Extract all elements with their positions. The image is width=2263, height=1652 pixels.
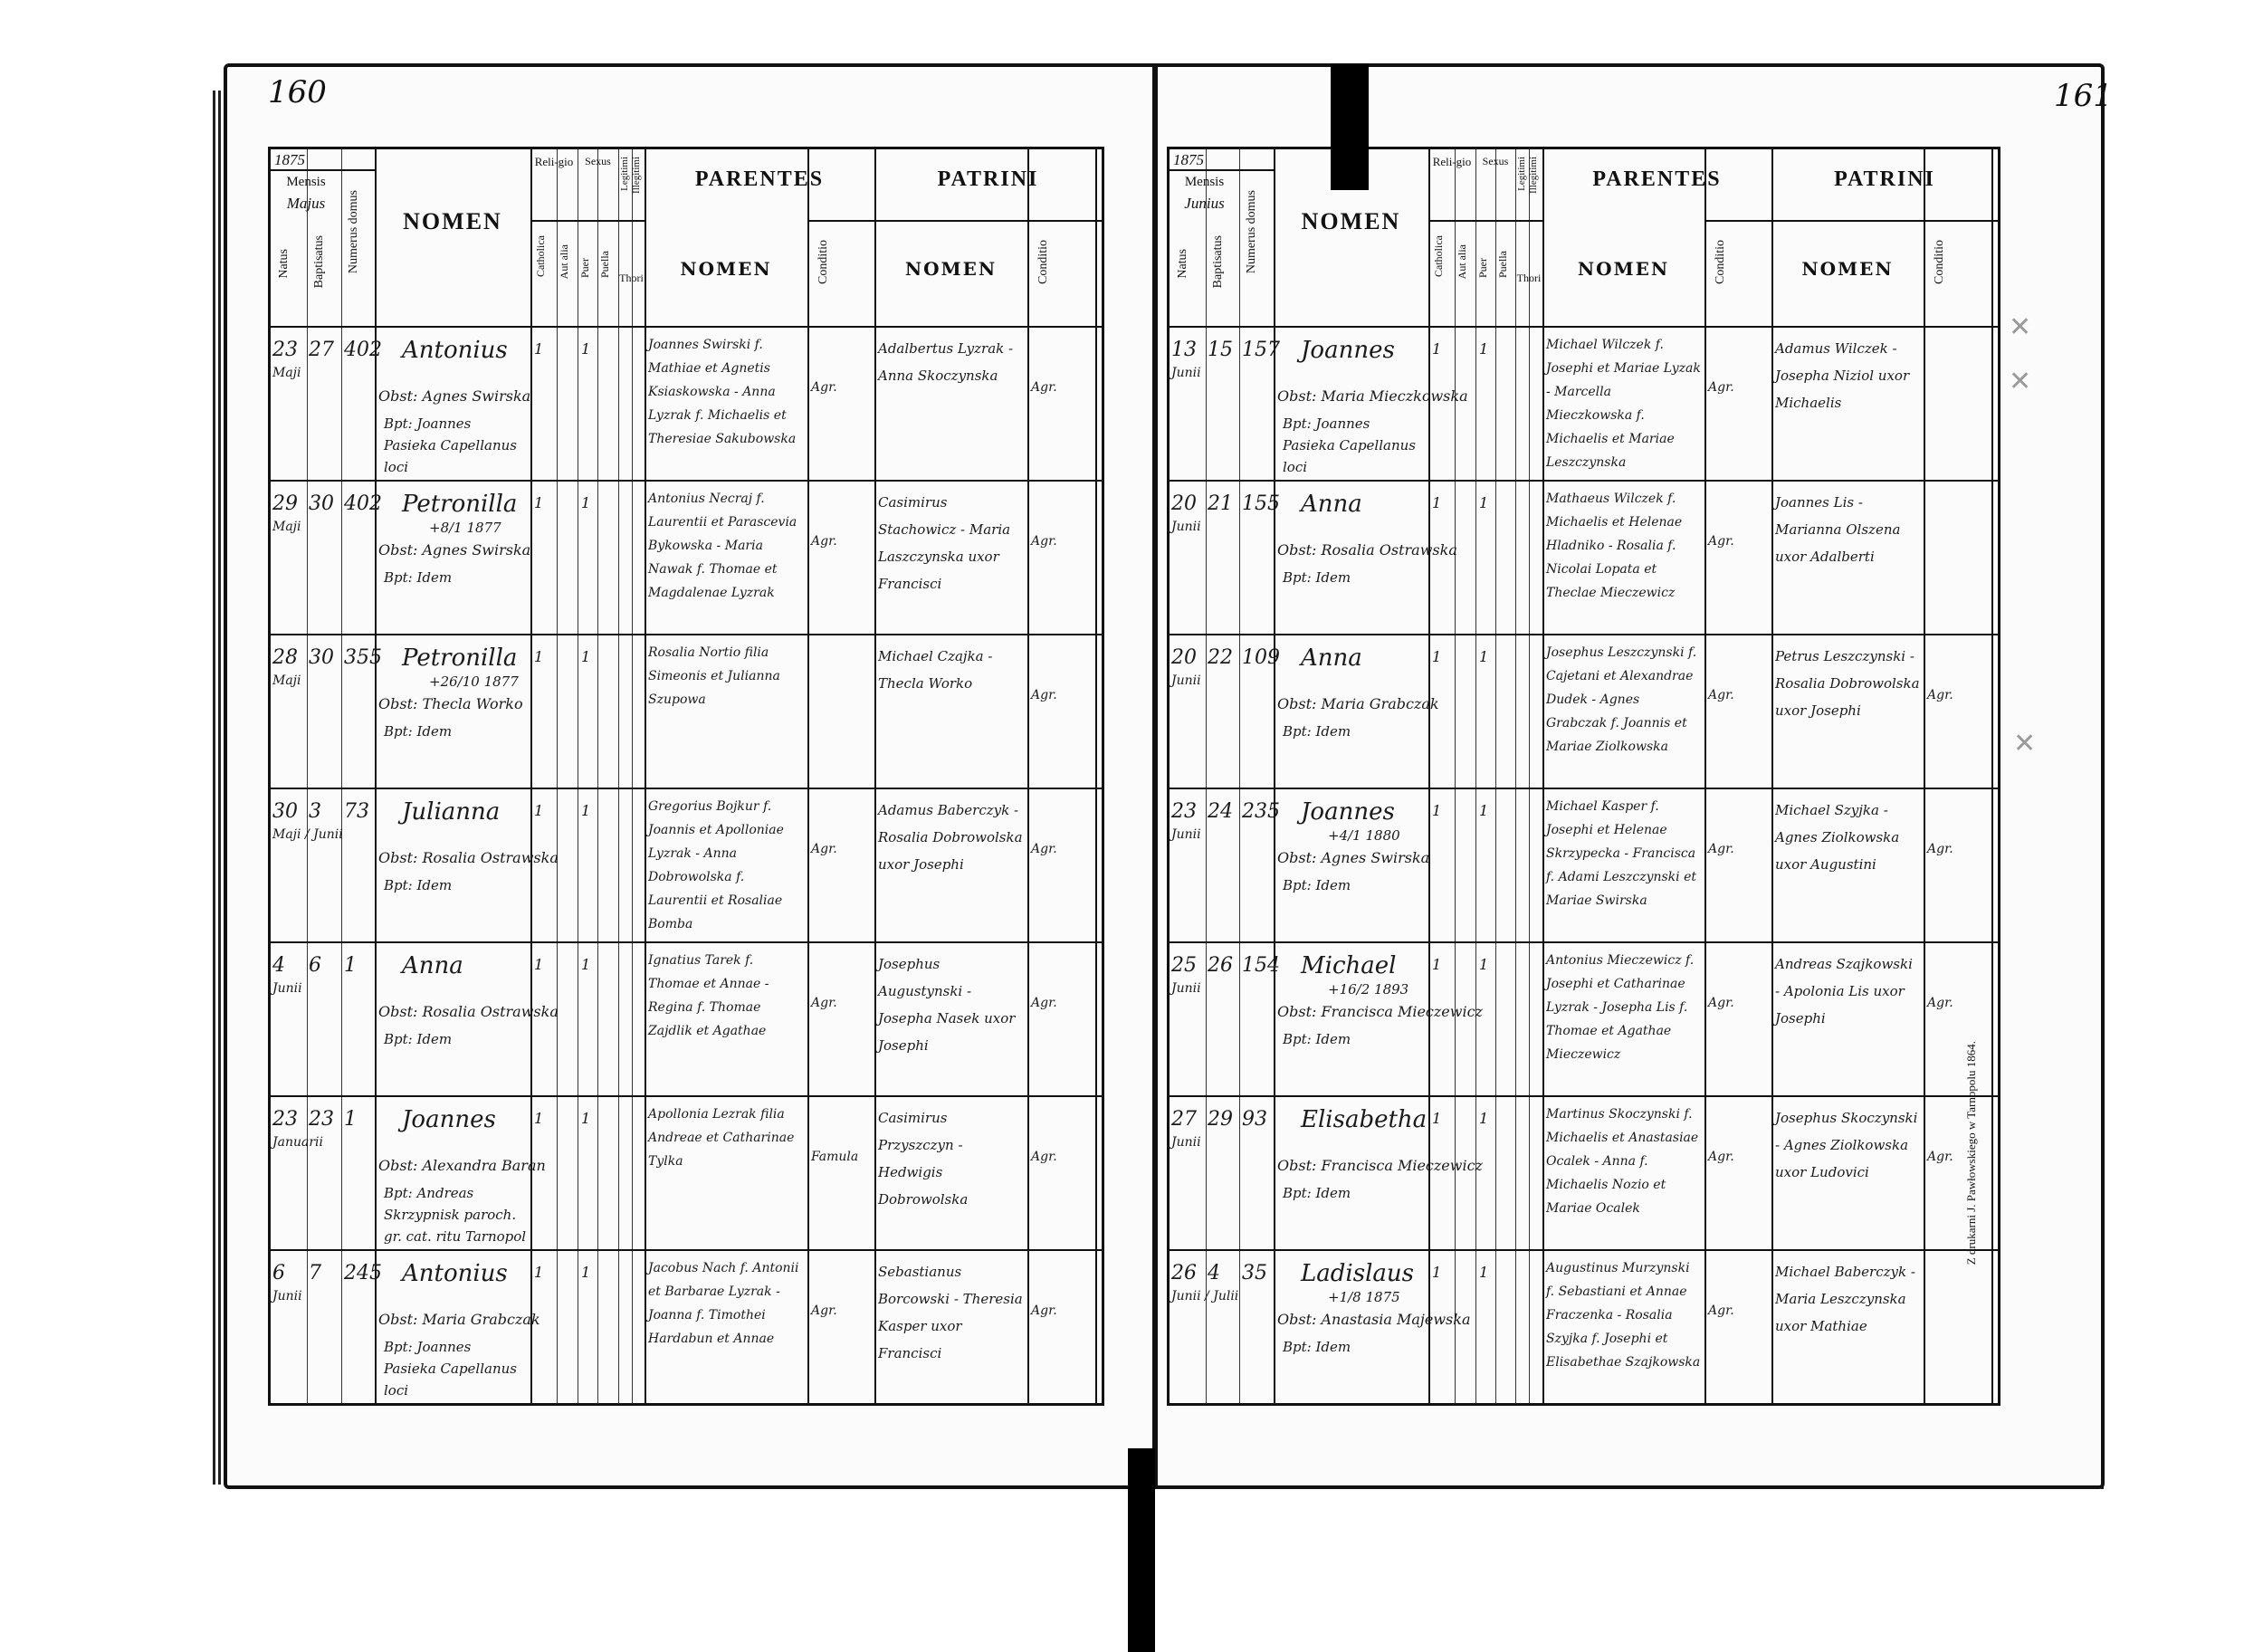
column-rule [618,149,619,1403]
baptizer: Bpt: Andreas Skrzypnisk paroch. gr. cat. ritu Tarnopol [384,1185,527,1245]
parents-condition: Agr. [1708,688,1734,702]
left-page [224,63,1156,1489]
baptizer: Bpt: Idem [1283,1185,1351,1201]
natus-day: 28 [272,646,298,669]
header-rule [271,169,375,171]
entry-rule [271,1095,1102,1097]
natus-header: Natus [277,249,291,279]
godparents-condition: Agr. [1031,996,1057,1010]
column-rule [632,149,633,1403]
entry-month: Maji [272,520,301,534]
puer-header: Puer [1476,258,1489,278]
entry-month: Junii [272,1289,302,1303]
natus-day: 23 [272,1108,298,1131]
conditio-header: Conditio [1036,240,1050,285]
death-note: +1/8 1875 [1328,1289,1400,1305]
child-name: Joannes [1301,337,1395,364]
book-spine [1331,63,1369,190]
conditio-header: Conditio [1714,240,1727,285]
godparents-condition: Agr. [1031,688,1057,702]
entry-rule [1170,1249,1998,1251]
page-number: 160 [268,74,327,110]
legitimi-header: Legitimi [619,157,630,191]
baptism-day: 6 [309,954,321,977]
child-name: Anna [1301,645,1362,672]
printer-imprint: Z drukarni J. Pawłowskiego w Tarnopolu 1864. [1964,1041,1978,1265]
numerus-domus-header: Numerus domus [347,190,360,274]
column-rule [874,149,876,1403]
month-label: Junius [1184,195,1225,212]
column-rule [1475,149,1476,1403]
patrini-nomen-header: NOMEN [1801,258,1894,280]
godparents-condition: Agr. [1031,1303,1057,1318]
natus-header: Natus [1176,249,1189,279]
obstetrix: Obst: Thecla Worko [378,695,523,712]
mensis-header: Mensis [1184,175,1225,189]
sex-mark: 1 [581,494,591,511]
religion-mark: 1 [534,340,544,358]
page-number: 161 [2054,78,2113,114]
house-number: 109 [1242,646,1280,669]
column-rule [1455,149,1456,1403]
catholica-header: Catholica [1432,235,1445,277]
godparents-names: Casimirus Stachowicz - Maria Laszczynska uxor Francisci [878,494,1011,592]
natus-day: 27 [1171,1108,1197,1131]
godparents-condition: Agr. [1031,534,1057,549]
house-number: 1 [344,954,357,977]
death-note: +8/1 1877 [429,520,501,536]
right-page [1154,63,2113,1489]
house-number: 402 [344,492,382,515]
column-rule [1274,149,1275,1403]
entry-month: Maji [272,673,301,688]
obstetrix: Obst: Rosalia Ostrawska [378,849,559,866]
child-name: Julianna [402,798,501,826]
natus-day: 6 [272,1262,285,1284]
header-rule [1704,220,1998,222]
baptism-day: 7 [309,1262,321,1284]
parents-condition: Agr. [1708,534,1734,549]
patrini-header: PATRINI [1834,167,1935,191]
child-name: Anna [1301,491,1362,518]
parentes-nomen-header: NOMEN [1577,258,1670,280]
child-name: Antonius [402,1260,508,1287]
header-rule [807,220,1102,222]
religion-mark: 1 [534,802,544,819]
parents-names: Gregorius Bojkur f. Joannis et Apolloniae Lyzrak - Anna Dobrowolska f. Laurentii et Rosaliae Bomba [648,799,784,931]
year-label: 1875 [1173,151,1204,168]
house-number: 355 [344,646,382,669]
entry-month: Januarii [272,1135,323,1150]
header-rule [1170,326,1998,328]
entry-month: Maji / Junii [272,827,343,842]
godparents-condition: Agr. [1927,996,1953,1010]
religion-mark: 1 [1432,648,1442,665]
sex-mark: 1 [581,802,591,819]
entry-rule [1170,788,1998,789]
header-rule [1428,220,1542,222]
margin-mark: ✕ [2009,311,2032,343]
ledger-table [1167,147,2000,1406]
natus-day: 25 [1171,954,1197,977]
child-name: Joannes [402,1106,496,1133]
child-name: Petronilla [402,645,518,672]
religion-mark: 1 [1432,1264,1442,1281]
godparents-names: Michael Szyjka - Agnes Ziolkowska uxor Augustini [1775,802,1900,873]
obstetrix: Obst: Rosalia Ostrawska [1277,541,1457,559]
baptism-day: 3 [309,800,321,823]
obstetrix: Obst: Francisca Mieczewicz [1277,1157,1483,1174]
entry-rule [271,480,1102,482]
sexus-header: Sexus [585,155,611,167]
sex-mark: 1 [1479,494,1489,511]
baptism-day: 22 [1208,646,1233,669]
religion-mark: 1 [534,648,544,665]
sexus-header: Sexus [1482,155,1509,167]
column-rule [307,149,308,1403]
entry-month: Junii [272,981,302,996]
godparents-condition: Agr. [1031,380,1057,395]
column-rule [645,149,646,1403]
godparents-condition: Agr. [1031,842,1057,856]
baptisatus-header: Baptisatus [1211,235,1225,289]
child-name: Antonius [402,337,508,364]
baptizer: Bpt: Idem [1283,723,1351,740]
baptizer: Bpt: Joannes Pasieka Capellanus loci [384,1339,517,1399]
header-rule [271,326,1102,328]
column-rule [1495,149,1496,1403]
death-note: +4/1 1880 [1328,827,1400,844]
baptism-day: 30 [309,646,334,669]
parentes-header: PARENTES [1592,167,1722,191]
baptizer: Bpt: Idem [1283,1031,1351,1047]
parents-condition: Agr. [1708,380,1734,395]
godparents-names: Adamus Wilczek - Josepha Niziol uxor Michaelis [1775,340,1910,411]
obstetrix: Obst: Maria Grabczak [378,1311,540,1328]
natus-day: 23 [272,339,298,361]
baptizer: Bpt: Joannes Pasieka Capellanus loci [384,415,517,475]
sex-mark: 1 [581,1264,591,1281]
patrini-nomen-header: NOMEN [904,258,998,280]
baptizer: Bpt: Idem [384,569,453,586]
sex-mark: 1 [581,340,591,358]
entry-month: Junii [1171,520,1201,534]
house-number: 157 [1242,339,1280,361]
religion-mark: 1 [1432,340,1442,358]
nomen-header: NOMEN [1301,208,1401,234]
obstetrix: Obst: Agnes Swirska [378,541,531,559]
entry-month: Maji [272,366,301,380]
column-rule [1027,149,1029,1403]
obstetrix: Obst: Maria Mieczkowska [1277,387,1468,405]
entry-month: Junii [1171,1135,1201,1150]
baptism-day: 15 [1208,339,1233,361]
natus-day: 13 [1171,339,1197,361]
sex-mark: 1 [1479,1110,1489,1127]
baptisatus-header: Baptisatus [312,235,326,289]
child-name: Elisabetha [1301,1106,1428,1133]
puella-header: Puella [598,251,611,278]
puer-header: Puer [578,258,591,278]
house-number: 402 [344,339,382,361]
legitimi-header: Legitimi [1516,157,1527,191]
parents-condition: Agr. [1708,842,1734,856]
godparents-names: Josephus Augustynski - Josepha Nasek uxor Josephi [878,956,1016,1054]
religion-mark: 1 [1432,802,1442,819]
baptizer: Bpt: Joannes Pasieka Capellanus loci [1283,415,1416,475]
religion-mark: 1 [534,494,544,511]
mensis-header: Mensis [286,175,326,189]
column-rule [597,149,598,1403]
child-name: Anna [402,952,463,979]
conditio-header: Conditio [816,240,830,285]
natus-day: 23 [1171,800,1197,823]
religio-header: Reli-gio [1432,155,1472,168]
godparents-names: Petrus Leszczynski - Rosalia Dobrowolska uxor Josephi [1775,648,1920,719]
aut-alia-header: Aut alia [1456,244,1468,280]
column-rule [1515,149,1516,1403]
month-label: Majus [286,195,326,212]
parentes-nomen-header: NOMEN [680,258,772,280]
baptism-day: 24 [1208,800,1233,823]
parents-condition: Agr. [811,1303,837,1318]
death-note: +26/10 1877 [429,673,519,690]
entry-rule [1170,634,1998,635]
illegitimi-header: Illegitimi [1528,157,1539,194]
thori-header: Thori [619,272,644,284]
natus-day: 29 [272,492,298,515]
entry-month: Junii [1171,981,1201,996]
parentes-header: PARENTES [694,167,825,191]
baptizer: Bpt: Idem [1283,877,1351,893]
parents-names: Michael Kasper f. Josephi et Helenae Skrzypecka - Francisca f. Adami Leszczynski et Mariae Swirska [1546,799,1696,908]
obstetrix: Obst: Francisca Mieczewicz [1277,1003,1483,1020]
margin-mark: ✕ [2009,366,2032,397]
column-rule [807,149,809,1403]
entry-rule [271,1249,1102,1251]
baptism-day: 4 [1208,1262,1220,1284]
godparents-names: Adamus Baberczyk - Rosalia Dobrowolska uxor Josephi [878,802,1023,873]
godparents-names: Sebastianus Borcowski - Theresia Kasper uxor Francisci [878,1264,1023,1361]
godparents-names: Casimirus Przyszczyn - Hedwigis Dobrowolska [878,1110,969,1208]
entry-month: Junii [1171,673,1201,688]
sex-mark: 1 [581,956,591,973]
parents-names: Mathaeus Wilczek f. Michaelis et Helenae Hladniko - Rosalia f. Nicolai Lopata et Theclae Mieczewicz [1546,492,1683,600]
parents-names: Antonius Necraj f. Laurentii et Parascevia Bykowska - Maria Nawak f. Thomae et Magdalenae Lyzrak [648,492,797,600]
baptism-day: 27 [309,339,334,361]
religion-mark: 1 [534,1110,544,1127]
parents-names: Apollonia Lezrak filia Andreae et Catharinae Tylka [648,1107,795,1169]
godparents-condition: Agr. [1927,842,1953,856]
obstetrix: Obst: Anastasia Majewska [1277,1311,1471,1328]
house-number: 154 [1242,954,1280,977]
sex-mark: 1 [581,1110,591,1127]
religion-mark: 1 [1432,494,1442,511]
godparents-names: Michael Czajka - Thecla Worko [878,648,993,692]
baptism-day: 21 [1208,492,1233,515]
parents-names: Rosalia Nortio filia Simeonis et Julianna Szupowa [648,645,780,707]
column-rule [1095,149,1097,1403]
column-rule [1529,149,1530,1403]
illegitimi-header: Illegitimi [631,157,642,194]
puella-header: Puella [1496,251,1509,278]
child-name: Michael [1301,952,1397,979]
column-rule [1542,149,1544,1403]
godparents-condition: Agr. [1927,688,1953,702]
aut-alia-header: Aut alia [558,244,570,280]
column-rule [1991,149,1993,1403]
sex-mark: 1 [1479,1264,1489,1281]
conditio-header: Conditio [1933,240,1946,285]
parents-names: Martinus Skoczynski f. Michaelis et Anastasiae Ocalek - Anna f. Michaelis Nozio et Mariae Ocalek [1546,1107,1699,1216]
column-rule [1924,149,1925,1403]
obstetrix: Obst: Rosalia Ostrawska [378,1003,559,1020]
house-number: 155 [1242,492,1280,515]
baptism-day: 29 [1208,1108,1233,1131]
parents-condition: Agr. [1708,996,1734,1010]
parents-condition: Agr. [811,996,837,1010]
religion-mark: 1 [1432,1110,1442,1127]
religion-mark: 1 [534,956,544,973]
natus-day: 20 [1171,646,1197,669]
godparents-names: Joannes Lis - Marianna Olszena uxor Adalberti [1775,494,1901,565]
nomen-header: NOMEN [403,208,502,234]
sex-mark: 1 [1479,340,1489,358]
religion-mark: 1 [1432,956,1442,973]
baptism-day: 26 [1208,954,1233,977]
godparents-condition: Agr. [1927,1150,1953,1164]
child-name: Ladislaus [1301,1260,1414,1287]
parents-names: Josephus Leszczynski f. Cajetani et Alexandrae Dudek - Agnes Grabczak f. Joannis et Mariae Ziolkowska [1546,645,1697,754]
margin-mark: ✕ [2013,728,2037,759]
column-rule [530,149,532,1403]
house-number: 1 [344,1108,357,1131]
entry-month: Junii [1171,366,1201,380]
entry-rule [1170,1095,1998,1097]
house-number: 35 [1242,1262,1267,1284]
natus-day: 26 [1171,1262,1197,1284]
godparents-condition: Agr. [1031,1150,1057,1164]
ledger-table [268,147,1104,1406]
baptizer: Bpt: Idem [1283,569,1351,586]
entry-rule [271,941,1102,943]
parents-names: Ignatius Tarek f. Thomae et Annae - Regina f. Thomae Zajdlik et Agathae [648,953,769,1038]
baptism-day: 23 [309,1108,334,1131]
column-rule [1704,149,1706,1403]
obstetrix: Obst: Alexandra Baran [378,1157,546,1174]
parents-names: Jacobus Nach f. Antonii et Barbarae Lyzrak - Joanna f. Timothei Hardabun et Annae [648,1261,799,1346]
baptizer: Bpt: Idem [1283,1339,1351,1355]
parents-condition: Agr. [1708,1150,1734,1164]
baptizer: Bpt: Idem [384,723,453,740]
parents-names: Joannes Swirski f. Mathiae et Agnetis Ksiaskowska - Anna Lyzrak f. Michaelis et Theresiae Sakubowska [648,338,797,446]
godparents-names: Adalbertus Lyzrak - Anna Skoczynska [878,340,1014,384]
obstetrix: Obst: Agnes Swirska [1277,849,1430,866]
entry-rule [271,788,1102,789]
register-book [213,63,2113,1494]
column-rule [1428,149,1430,1403]
baptizer: Bpt: Idem [384,1031,453,1047]
house-number: 73 [344,800,369,823]
entry-rule [271,634,1102,635]
child-name: Petronilla [402,491,518,518]
baptizer: Bpt: Idem [384,877,453,893]
column-rule [1206,149,1207,1403]
parents-condition: Agr. [811,842,837,856]
child-name: Joannes [1301,798,1395,826]
parents-condition: Agr. [811,534,837,549]
parents-condition: Agr. [811,380,837,395]
house-number: 235 [1242,800,1280,823]
godparents-names: Andreas Szajkowski - Apolonia Lis uxor Josephi [1775,956,1913,1027]
sex-mark: 1 [1479,802,1489,819]
religion-mark: 1 [534,1264,544,1281]
header-rule [530,220,645,222]
baptism-day: 30 [309,492,334,515]
entry-rule [1170,941,1998,943]
house-number: 245 [344,1262,382,1284]
patrini-header: PATRINI [937,167,1039,191]
column-rule [557,149,558,1403]
sex-mark: 1 [1479,648,1489,665]
entry-month: Junii [1171,827,1201,842]
entry-rule [1170,480,1998,482]
house-number: 93 [1242,1108,1267,1131]
book-spine-bottom [1128,1448,1155,1652]
column-rule [375,149,377,1403]
religio-header: Reli-gio [534,155,574,168]
parents-names: Michael Wilczek f. Josephi et Mariae Lyzak - Marcella Mieczkowska f. Michaelis et Mariae Leszczynska [1546,338,1701,470]
numerus-domus-header: Numerus domus [1245,190,1258,274]
godparents-names: Michael Baberczyk - Maria Leszczynska uxor Mathiae [1775,1264,1915,1334]
catholica-header: Catholica [534,235,547,277]
natus-day: 4 [272,954,285,977]
entry-month: Junii / Julii [1171,1289,1239,1303]
column-rule [341,149,342,1403]
header-rule [1170,169,1274,171]
thori-header: Thori [1516,272,1542,284]
parents-condition: Agr. [1708,1303,1734,1318]
death-note: +16/2 1893 [1328,981,1409,998]
column-rule [1239,149,1240,1403]
sex-mark: 1 [581,648,591,665]
natus-day: 30 [272,800,298,823]
parents-names: Augustinus Murzynski f. Sebastiani et Annae Fraczenka - Rosalia Szyjka f. Josephi et Elisabethae Szajkowska [1546,1261,1701,1370]
sex-mark: 1 [1479,956,1489,973]
obstetrix: Obst: Maria Grabczak [1277,695,1439,712]
godparents-names: Josephus Skoczynski - Agnes Ziolkowska uxor Ludovici [1775,1110,1918,1180]
natus-day: 20 [1171,492,1197,515]
column-rule [1771,149,1773,1403]
year-label: 1875 [274,151,305,168]
obstetrix: Obst: Agnes Swirska [378,387,531,405]
parents-names: Antonius Mieczewicz f. Josephi et Catharinae Lyzrak - Josepha Lis f. Thomae et Agathae Mieczewicz [1546,953,1695,1062]
parents-condition: Famula [811,1150,859,1164]
